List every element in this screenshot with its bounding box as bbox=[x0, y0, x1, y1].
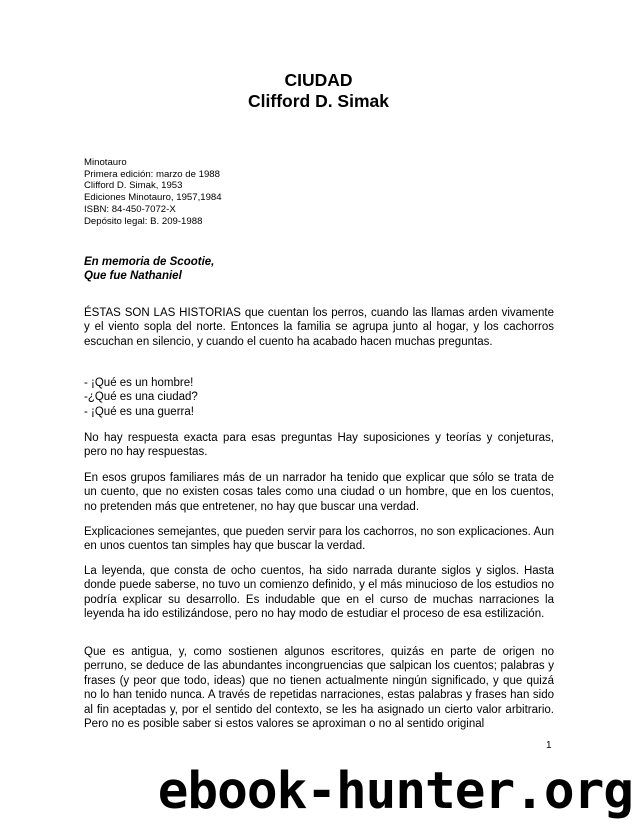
question-line: -¿Qué es una ciudad? bbox=[84, 391, 198, 404]
paragraph-1 bbox=[84, 306, 554, 349]
legal-deposit-line: Depósito legal: B. 209-1988 bbox=[84, 215, 203, 227]
paragraph-4 bbox=[84, 525, 554, 554]
paragraph-5 bbox=[84, 564, 554, 622]
isbn-line: ISBN: 84-450-7072-X bbox=[84, 203, 176, 215]
book-author: Clifford D. Simak bbox=[248, 91, 389, 111]
question-line: - ¡Qué es un hombre! bbox=[84, 377, 194, 389]
question-line: - ¡Qué es una guerra! bbox=[84, 405, 194, 418]
paragraph-text: Que es antigua, y, como sostienen algunos escritores, quizás en parte de origen no perruno, se deduce de las abundantes incongruencias que salpican los cuentos; palabras y frases (y peor que todo, ideas) que no tienen actualmente ningún significado, y que quizá no lo han tenido nunca. A través de repetidas narraciones, estas palabras y frases han sido al fin aceptadas y, por el sentido del contexto, se les ha asignado un cierto valor arbitrario. Pero no es posible saber si estos valores se aproximan o no al sentido original bbox=[84, 646, 554, 731]
paragraph-3 bbox=[84, 471, 554, 514]
paragraph-text: En esos grupos familiares más de un narrador ha tenido que explicar que sólo se trata de un cuento, que no existen cosas tales como una ciudad o un hombre, que en los cuentos, no pretenden más que entretener, no hay que buscar una verdad. bbox=[84, 472, 554, 513]
publication-info bbox=[84, 157, 222, 227]
paragraph-text: No hay respuesta exacta para esas preguntas Hay suposiciones y teorías y conjeturas, pero no hay respuestas. bbox=[84, 432, 554, 459]
dedication bbox=[84, 255, 214, 284]
questions-list bbox=[84, 376, 554, 419]
editions-line: Ediciones Minotauro, 1957,1984 bbox=[84, 192, 222, 204]
edition-line: Primera edición: marzo de 1988 bbox=[84, 168, 220, 180]
paragraph-2 bbox=[84, 431, 554, 460]
paragraph-text: La leyenda, que consta de ocho cuentos, ha sido narrada durante siglos y siglos. Hasta donde puede saberse, no tuvo un comienzo definido, y el más minucioso de los estudios no podría explicar su desarrollo. Es indudable que en el curso de muchas narraciones la leyenda ha ido estilizándose, pero no hay modo de estudiar el proceso de esa estilización. bbox=[84, 565, 554, 621]
watermark: ebook-hunter.org bbox=[157, 762, 633, 821]
publisher-line: Minotauro bbox=[84, 157, 127, 168]
copyright-line: Clifford D. Simak, 1953 bbox=[84, 180, 183, 192]
page-number: 1 bbox=[546, 740, 552, 751]
paragraph-6 bbox=[84, 645, 554, 731]
dedication-line: En memoria de Scootie, bbox=[84, 256, 215, 268]
book-title: CIUDAD bbox=[284, 70, 353, 90]
paragraph-text: Explicaciones semejantes, que pueden servir para los cachorros, no son explicaciones. Aun en unos cuentos tan simples hay que buscar la verdad. bbox=[84, 526, 554, 553]
dedication-line: Que fue Nathaniel bbox=[84, 270, 182, 283]
paragraph-text: ÉSTAS SON LAS HISTORIAS que cuentan los perros, cuando las llamas arden vivamente y el viento sopla del norte. Entonces la familia se agrupa junto al hogar, y los cachorros escuchan en silencio, y cuando el cuento ha acabado hacen muchas preguntas. bbox=[84, 307, 554, 348]
